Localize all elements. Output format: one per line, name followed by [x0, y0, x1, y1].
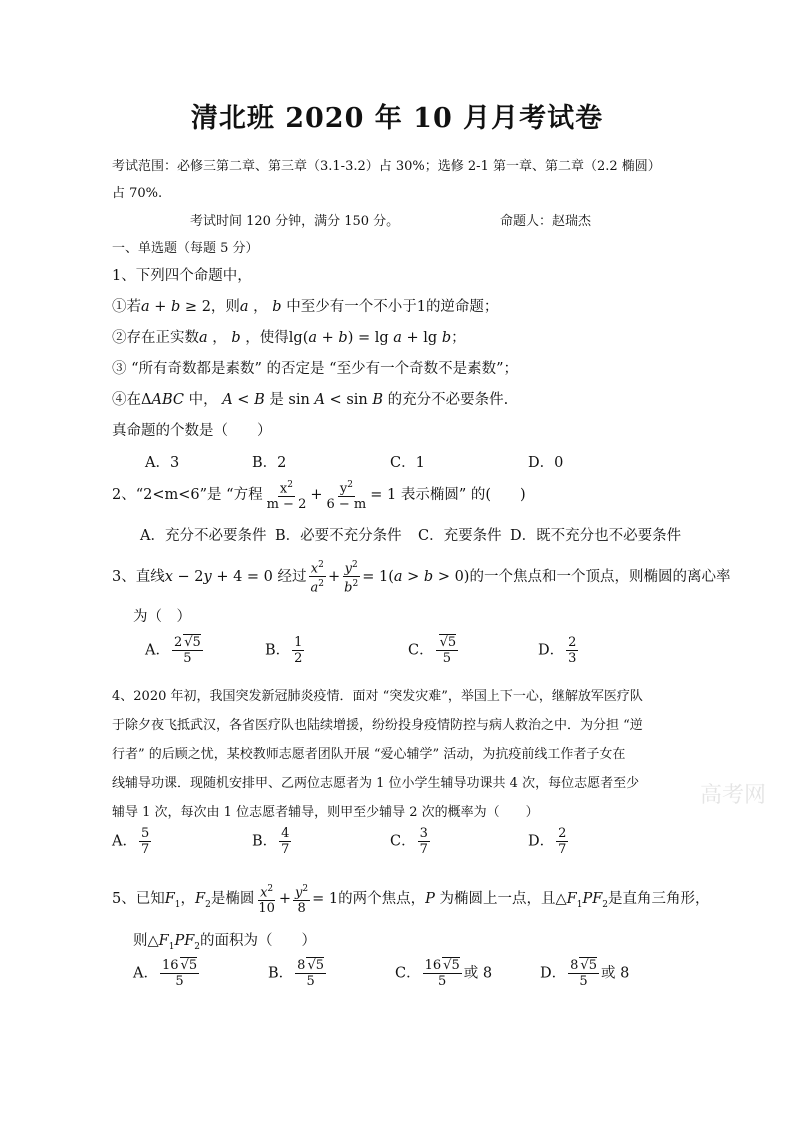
q1-option-a: A．3 — [145, 455, 180, 471]
q2-option-c: C．充要条件 — [418, 528, 502, 544]
q4-option-c: C． $\frac{3}{7}$ — [390, 826, 428, 857]
q3-stem: 3、直线x − 2y + 4 = 0 经过 $\frac{x^2}{a^2}$ + $\frac{y^2}{b^2}$ = 1(a > b > 0)的一个焦点和一个顶点，则椭圆的离心率 — [112, 560, 731, 596]
q5-option-a: A． $\frac{16 √5}{5}$ — [133, 958, 198, 989]
exam-scope-line-1: 考试范围：必修三第二章、第三章（3.1-3.2）占 30%；选修 2-1 第一章、第二章（2.2 椭圆） — [112, 159, 661, 174]
q1-stem: 1、下列四个命题中， — [112, 268, 252, 284]
exam-author: 命题人：赵瑞杰 — [500, 214, 592, 229]
q1-option-d: D．0 — [528, 455, 564, 471]
q5-stem-2: 则$\triangle F_1PF_2$的面积为（ ） — [133, 933, 317, 952]
q2-option-d: D．既不充分也不必要条件 — [510, 528, 682, 544]
q4-line-3: 行者” 的后顾之忧，某校教师志愿者团队开展 “爱心辅学” 活动，为抗疫前线工作者子女在 — [112, 747, 626, 762]
q1-item-2: ②存在正实数a ， b ，使得lg(a + b) = lg a + lg b； — [112, 330, 466, 346]
section-heading: 一、单选题（每题 5 分） — [112, 241, 259, 256]
exam-scope-line-2: 占 70%. — [112, 186, 163, 201]
q4-option-a: A． $\frac{5}{7}$ — [112, 826, 150, 857]
q3-option-a: A． $\frac{2 √5}{5}$ — [145, 635, 201, 666]
q3-option-b: B． $\frac{1}{2}$ — [265, 635, 303, 666]
q2-option-a: A．充分不必要条件 — [140, 528, 267, 544]
q1-option-b: B．2 — [252, 455, 287, 471]
q5-option-c: C． $\frac{16 √5}{5}$ 或 8 — [395, 958, 493, 989]
q4-line-2: 于除夕夜飞抵武汉，各省医疗队也陆续增援，纷纷投身疫情防控与病人救治之中．为分担 “逆 — [112, 718, 643, 733]
page-title: 清北班 2020 年 10 月月考试卷 — [190, 103, 604, 134]
watermark: 高考网 — [700, 783, 767, 808]
q1-option-c: C．1 — [390, 455, 425, 471]
q1-item-1: ①若a + b ≥ 2，则a ， b 中至少有一个不小于1的逆命题； — [112, 299, 499, 315]
q3-option-c: C． $\frac{√5}{5}$ — [408, 635, 457, 666]
q5-option-d: D． $\frac{8 √5}{5}$ 或 8 — [540, 958, 630, 989]
q1-item-3: ③ “所有奇数都是素数” 的否定是 “至少有一个奇数不是素数”； — [112, 361, 518, 377]
q3-option-d: D． $\frac{2}{3}$ — [538, 635, 577, 666]
q2-stem: 2、“2<m<6”是 “方程 $\frac{x^2}{m - 2}$ + $\frac{y^2}{6 - m}$ = 1 表示椭圆” 的( ) — [112, 480, 526, 513]
q4-line-4: 线辅导功课．现随机安排甲、乙两位志愿者为 1 位小学生辅导功课共 4 次，每位志愿者至少 — [112, 776, 640, 791]
q4-line-1: 4、2020 年初，我国突发新冠肺炎疫情．面对 “突发灾难”，举国上下一心，继解放军医疗队 — [112, 689, 643, 704]
q4-option-d: D． $\frac{2}{7}$ — [528, 826, 567, 857]
q4-option-b: B． $\frac{4}{7}$ — [252, 826, 290, 857]
q4-line-5: 辅导 1 次，每次由 1 位志愿者辅导，则甲至少辅导 2 次的概率为（ ） — [112, 805, 539, 820]
exam-time-info: 考试时间 120 分钟，满分 150 分。 — [190, 214, 400, 229]
q2-option-b: B．必要不充分条件 — [275, 528, 402, 544]
q5-stem: 5、已知$F_1$，$F_2$是椭圆 $\frac{x^2}{10}$ + $\frac{y^2}{8}$ = 1的两个焦点，P 为椭圆上一点，且$\triangle F_1PF_2$是直角三角形， — [112, 884, 710, 917]
q5-option-b: B． $\frac{8 √5}{5}$ — [268, 958, 324, 989]
q1-item-4: ④在ΔABC 中， A < B 是 sin A < sin B 的充分不必要条件. — [112, 392, 509, 408]
q3-stem-2: 为（ ） — [133, 609, 191, 625]
q1-question: 真命题的个数是（ ） — [112, 423, 272, 439]
